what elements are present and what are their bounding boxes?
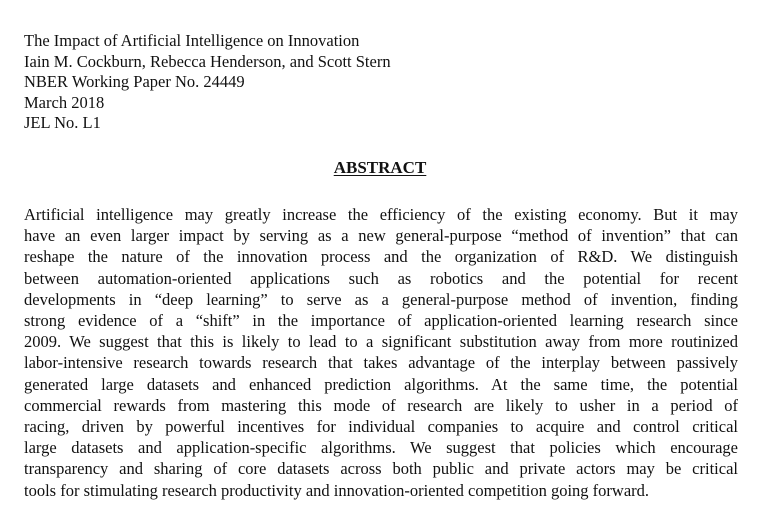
paper-date: March 2018 xyxy=(24,92,105,112)
abstract-line: labor-intensive research towards research that takes advantage of the interplay between passively xyxy=(24,353,738,373)
abstract-line: reshape the nature of the innovation process and the organization of R&D. We distinguish xyxy=(24,247,738,267)
abstract-line: between automation-oriented applications such as robotics and the potential for recent xyxy=(24,268,738,288)
paper-header xyxy=(24,31,391,134)
paper-title: The Impact of Artificial Intelligence on Innovation xyxy=(24,31,360,50)
abstract-line: commercial rewards from mastering this mode of research are likely to usher in a period of xyxy=(24,395,738,415)
abstract-line: have an even larger impact by serving as a new general-purpose “method of invention” that can xyxy=(24,226,738,246)
paper-jel-code: JEL No. L1 xyxy=(24,113,101,132)
abstract-line: generated large datasets and enhanced prediction algorithms. At the same time, the potential xyxy=(24,374,738,394)
abstract-line: large datasets and application-specific algorithms. We suggest that policies which encourage xyxy=(24,438,738,458)
abstract-heading: ABSTRACT xyxy=(333,158,427,177)
paper-series: NBER Working Paper No. 24449 xyxy=(24,72,245,91)
abstract-line: strong evidence of a “shift” in the importance of application-oriented learning research since xyxy=(24,311,738,331)
abstract-line: racing, driven by powerful incentives for individual companies to acquire and control critical xyxy=(24,417,738,437)
abstract-line: Artificial intelligence may greatly increase the efficiency of the existing economy. But it may xyxy=(24,205,738,224)
abstract-line: transparency and sharing of core datasets across both public and private actors may be critical xyxy=(24,459,738,479)
abstract-line: developments in “deep learning” to serve as a general-purpose method of invention, finding xyxy=(24,289,738,309)
paper-authors: Iain M. Cockburn, Rebecca Henderson, and Scott Stern xyxy=(24,51,391,71)
abstract-body xyxy=(24,204,738,501)
abstract-line: tools for stimulating research productivity and innovation-oriented competition going forward. xyxy=(24,480,650,500)
abstract-line: 2009. We suggest that this is likely to lead to a significant substitution away from more routinized xyxy=(24,332,738,352)
